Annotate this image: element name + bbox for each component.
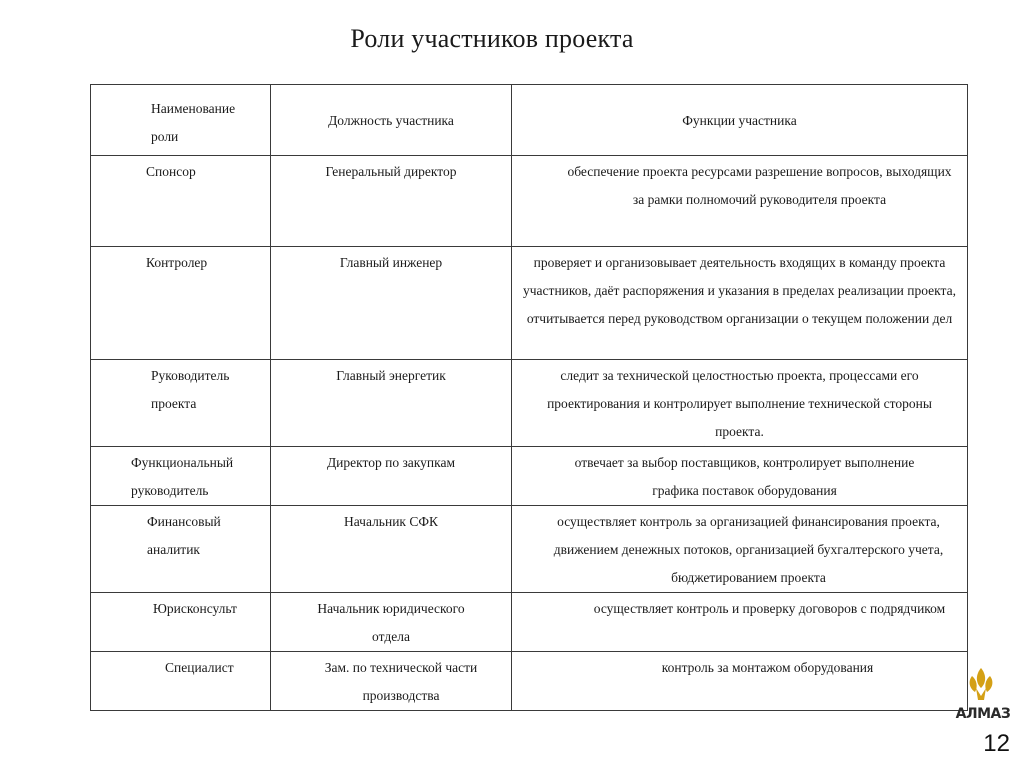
table-row [91, 506, 968, 593]
roles-table [90, 84, 968, 711]
logo-wordmark: АЛМАЗ [955, 706, 1011, 722]
functions-cell [512, 652, 968, 711]
role-name: Контролер [146, 255, 208, 270]
position-cell [271, 156, 512, 247]
role-name: Функциональный руководитель [131, 455, 234, 498]
functions-cell [512, 447, 968, 506]
page-number: 12 [983, 730, 1010, 757]
table-row [91, 360, 968, 447]
functions-cell [512, 360, 968, 447]
position-cell [271, 652, 512, 711]
position-cell [271, 247, 512, 360]
role-cell [91, 506, 271, 593]
functions-text: обеспечение проекта ресурсами разрешение вопросов, выходящих за рамки полномочий руководителя проекта [567, 164, 952, 207]
position-name: Зам. по технической части производства [324, 660, 478, 703]
position-name: Главный инженер [339, 255, 443, 270]
header-cell-functions [512, 85, 968, 156]
functions-text: проверяет и организовывает деятельность входящих в команду проекта участников, даёт распоряжения и указания в пределах реализации проекта, отчитывается перед руководством организации о текущем положении дел [523, 255, 956, 326]
role-cell [91, 593, 271, 652]
role-name: Спонсор [146, 164, 196, 179]
table-header-row [91, 85, 968, 156]
table-row [91, 652, 968, 711]
role-name: Юрисконсульт [153, 601, 237, 616]
functions-cell [512, 506, 968, 593]
role-cell [91, 156, 271, 247]
table-row [91, 593, 968, 652]
role-name: Финансовый аналитик [147, 514, 221, 557]
position-cell [271, 447, 512, 506]
header-cell-position [271, 85, 512, 156]
table-row [91, 247, 968, 360]
header-cell-role [91, 85, 271, 156]
slide-title: Роли участников проекта [350, 24, 634, 53]
header-role: Наименование роли [151, 101, 236, 144]
role-cell [91, 447, 271, 506]
functions-text: осуществляет контроль за организацией финансирования проекта, движением денежных потоков, организацией бухгалтерского учета, бюджетированием проекта [553, 514, 944, 585]
role-cell [91, 652, 271, 711]
role-name: Специалист [165, 660, 234, 675]
position-name: Директор по закупкам [326, 455, 456, 470]
functions-text: осуществляет контроль и проверку договоров с подрядчиком [593, 601, 946, 616]
functions-cell [512, 247, 968, 360]
position-name: Начальник юридического отдела [317, 601, 465, 644]
header-functions: Функции участника [682, 113, 797, 128]
position-cell [271, 506, 512, 593]
position-cell [271, 593, 512, 652]
table-row [91, 156, 968, 247]
functions-text: контроль за монтажом оборудования [661, 660, 874, 675]
header-position: Должность участника [328, 113, 454, 128]
role-name: Руководитель проекта [151, 368, 230, 411]
role-cell [91, 360, 271, 447]
position-name: Генеральный директор [325, 164, 457, 179]
functions-text: следит за технической целостностью проекта, процессами его проектирования и контролирует выполнение технической стороны проекта. [547, 368, 932, 439]
functions-cell [512, 593, 968, 652]
position-name: Начальник СФК [343, 514, 439, 529]
table-row [91, 447, 968, 506]
role-cell [91, 247, 271, 360]
functions-text: отвечает за выбор поставщиков, контролирует выполнение графика поставок оборудования [574, 455, 915, 498]
functions-cell [512, 156, 968, 247]
position-cell [271, 360, 512, 447]
position-name: Главный энергетик [336, 368, 446, 383]
